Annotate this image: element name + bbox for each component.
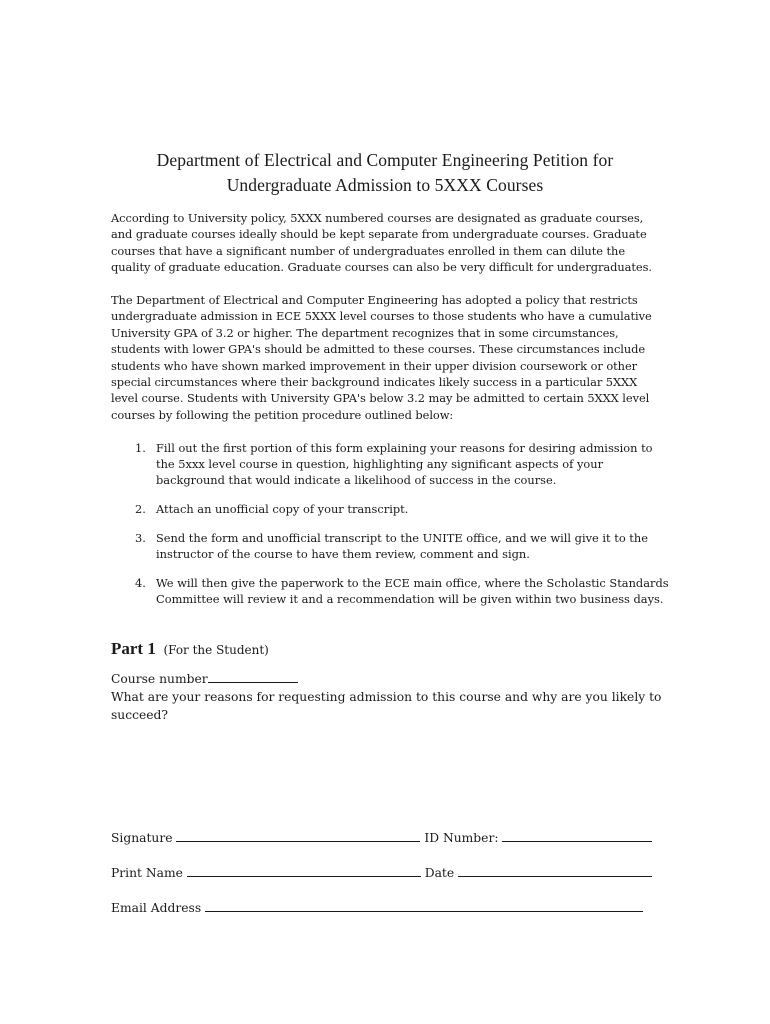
title-line-2: Undergraduate Admission to 5XXX Courses [226,175,544,195]
step-number: 2. [135,502,146,516]
policy-paragraph: According to University policy, 5XXX numbered courses are designated as graduate courses, and graduate courses ideally should be kept separate from undergraduate courses. Graduate courses that have a significant number of undergraduates enrolled in them can dilute the quality of graduate education. Graduate courses can also be very difficult for undergraduates. [111,211,652,275]
signature-row [111,829,656,847]
step-number: 1. [135,441,146,455]
signature-label: Signature [111,831,173,845]
list-item [111,530,671,562]
step-text: We will then give the paperwork to the ECE main office, where the Scholastic Standards Committee will review it and a recommendation will be given within two business days. [156,576,669,606]
id-number-blank[interactable] [502,829,652,842]
id-number-label: ID Number: [424,831,499,845]
list-item [111,440,671,488]
date-label: Date [424,866,455,880]
step-number: 3. [135,531,146,545]
department-paragraph: The Department of Electrical and Computer Engineering has adopted a policy that restricts undergraduate admission in ECE 5XXX level courses to those students who have a cumulative University GPA of 3.2 or higher. The department recognizes that in some circumstances, students with lower GPA's should be admitted to these courses. These circumstances include students who have shown marked improvement in their upper division coursework or other special circumstances where their background indicates likely success in a particular 5XXX level course. Students with University GPA's below 3.2 may be admitted to certain 5XXX level courses by following the petition procedure outlined below: [111,293,652,422]
document-title [60,148,710,198]
part-1-title: Part 1 [111,639,156,658]
step-text: Send the form and unofficial transcript to the UNITE office, and we will give it to the instructor of the course to have them review, comment and sign. [156,531,648,561]
part-1-subtitle: (For the Student) [163,643,269,657]
course-number-label: Course number [111,672,208,686]
print-name-blank[interactable] [187,864,421,877]
step-number: 4. [135,576,146,590]
print-name-row [111,864,656,882]
reasons-question: What are your reasons for requesting admission to this course and why are you likely to succeed? [111,690,662,722]
title-line-1: Department of Electrical and Computer Engineering Petition for [156,150,614,170]
list-item [111,575,671,607]
signature-blank[interactable] [176,829,420,842]
email-row [111,899,656,917]
email-blank[interactable] [205,899,643,912]
step-text: Attach an unofficial copy of your transcript. [156,502,409,516]
date-blank[interactable] [458,864,652,877]
course-number-field [111,670,298,688]
email-label: Email Address [111,901,202,915]
list-item [111,501,671,517]
print-name-label: Print Name [111,866,183,880]
procedure-steps [111,440,671,620]
step-text: Fill out the first portion of this form explaining your reasons for desiring admission to the 5xxx level course in question, highlighting any significant aspects of your background that would indicate a likelihood of success in the course. [156,441,653,487]
course-number-blank[interactable] [208,670,298,683]
part-1-heading [111,632,269,660]
